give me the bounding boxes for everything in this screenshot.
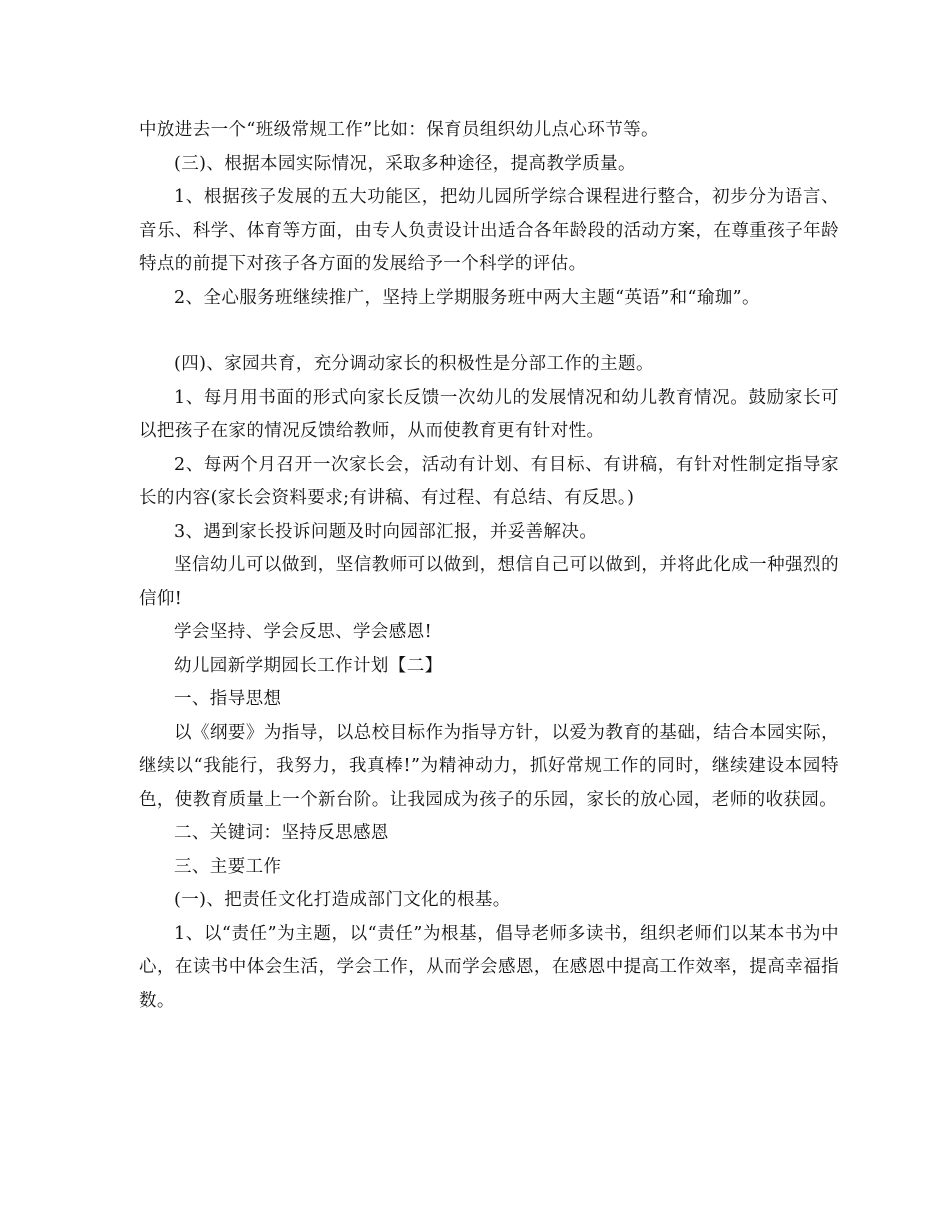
section-heading: 二、关键词：坚持反思感恩: [174, 823, 389, 843]
paragraph: (三)、根据本园实际情况，采取多种途径，提高教学质量。: [174, 153, 636, 174]
section-heading: (一)、把责任文化打造成部门文化的根基。: [174, 890, 511, 910]
paragraph: 3、遇到家长投诉问题及时向园部汇报，并妥善解决。: [174, 521, 598, 542]
paragraph: 1、每月用书面的形式向家长反馈一次幼儿的发展情况和幼儿教育情况。鼓励家长可以把孩子在家的情况反馈给教师，从而使教育更有针对性。: [139, 387, 839, 441]
paragraph: 学会坚持、学会反思、学会感恩!: [174, 622, 433, 642]
paragraph: 以《纲要》为指导，以总校目标作为指导方针，以爱为教育的基础，结合本园实际，继续以“我能行，我努力，我真棒!”为精神动力，抓好常规工作的同时，继续建设本园特色，使教育质量上一个新台阶。让我园成为孩子的乐园，家长的放心园，老师的收获园。: [139, 722, 839, 810]
paragraph: 坚信幼儿可以做到，坚信教师可以做到，想信自己可以做到，并将此化成一种强烈的信仰!: [139, 555, 839, 609]
paragraph: 中放进去一个“班级常规工作”比如：保育员组织幼儿点心环节等。: [139, 120, 659, 140]
paragraph: 2、每两个月召开一次家长会，活动有计划、有目标、有讲稿，有针对性制定指导家长的内容(家长会资料要求;有讲稿、有过程、有总结、有反思。): [139, 454, 839, 508]
section-heading: 一、指导思想: [174, 689, 282, 709]
section-heading: 三、主要工作: [174, 856, 282, 877]
paragraph: 1、以“责任”为主题，以“责任”为根基，倡导老师多读书，组织老师们以某本书为中心，在读书中体会生活，学会工作，从而学会感恩，在感恩中提高工作效率，提高幸福指数。: [139, 923, 839, 1011]
section-heading: (四)、家园共育，充分调动家长的积极性是分部工作的主题。: [174, 354, 654, 374]
document-subtitle: 幼儿园新学期园长工作计划【二】: [174, 655, 443, 676]
paragraph: 1、根据孩子发展的五大功能区，把幼儿园所学综合课程进行整合，初步分为语言、音乐、科学、体育等方面，由专人负责设计出适合各年龄段的活动方案，在尊重孩子年龄特点的前提下对孩子各方面的发展给予一个科学的评估。: [139, 187, 839, 274]
document-body: [139, 114, 839, 1018]
paragraph: 2、全心服务班继续推广，坚持上学期服务班中两大主题“英语”和“瑜珈”。: [174, 287, 760, 308]
